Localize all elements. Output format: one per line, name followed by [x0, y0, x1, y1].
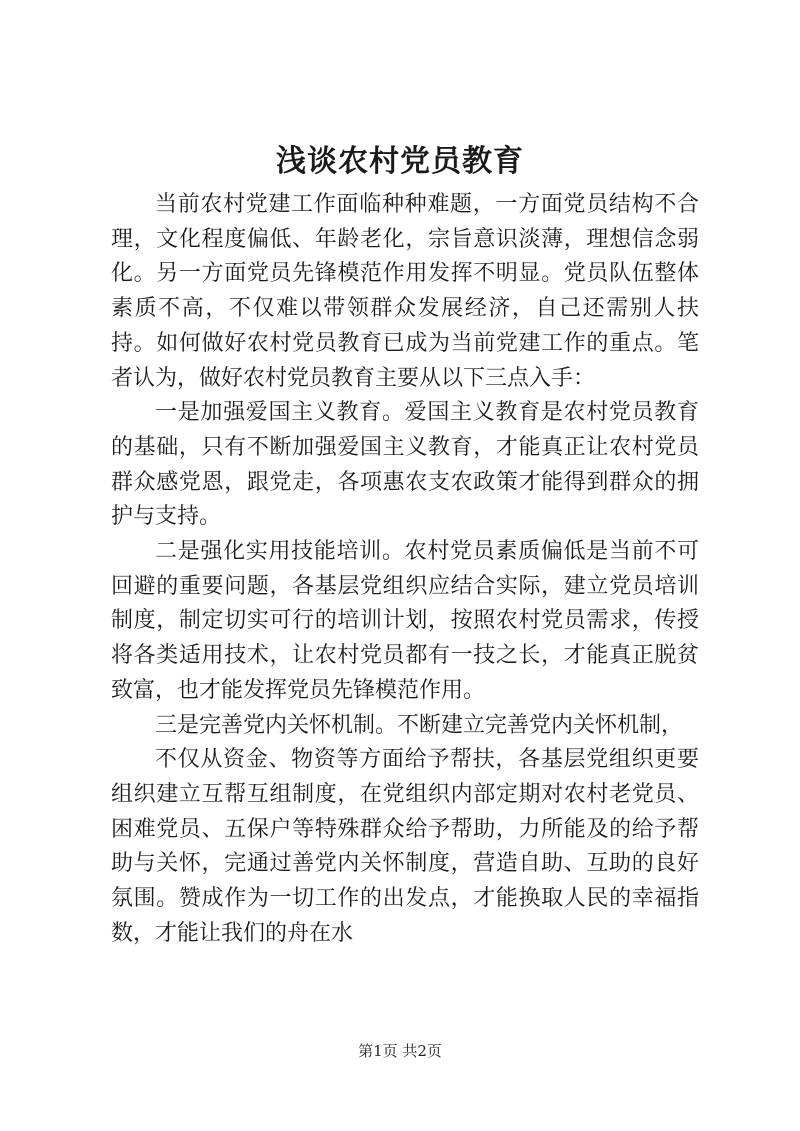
page-footer: 第1页 共2页	[358, 1042, 442, 1060]
document-title: 浅谈农村党员教育	[276, 144, 524, 179]
document-body	[111, 188, 699, 951]
paragraph-point-one: 一是加强爱国主义教育。爱国主义教育是农村党员教育的基础，只有不断加强爱国主义教育，才能真正让农村党员群众感党恩，跟党走，各项惠农支农政策才能得到群众的拥护与支持。	[111, 400, 699, 530]
paragraph-intro: 当前农村党建工作面临种种难题，一方面党员结构不合理，文化程度偏低、年龄老化，宗旨意识淡薄，理想信念弱化。另一方面党员先锋模范作用发挥不明显。党员队伍整体素质不高，不仅难以带领群众发展经济，自己还需别人扶持。如何做好农村党员教育已成为当前党建工作的重点。笔者认为，做好农村党员教育主要从以下三点入手：	[111, 192, 699, 391]
paragraph-point-three: 三是完善党内关怀机制。不断建立完善党内关怀机制，	[155, 712, 684, 738]
paragraph-point-two: 二是强化实用技能培训。农村党员素质偏低是当前不可回避的重要问题，各基层党组织应结合实际，建立党员培训制度，制定切实可行的培训计划，按照农村党员需求，传授将各类适用技术，让农村党员都有一技之长，才能真正脱贫致富，也才能发挥党员先锋模范作用。	[111, 539, 699, 703]
paragraph-point-three-continued: 不仅从资金、物资等方面给予帮扶，各基层党组织更要组织建立互帮互组制度，在党组织内部定期对农村老党员、困难党员、五保户等特殊群众给予帮助，力所能及的给予帮助与关怀，完通过善党内关怀制度，营造自助、互助的良好氛围。赞成作为一切工作的出发点，才能换取人民的幸福指数，才能让我们的舟在水	[111, 747, 699, 946]
